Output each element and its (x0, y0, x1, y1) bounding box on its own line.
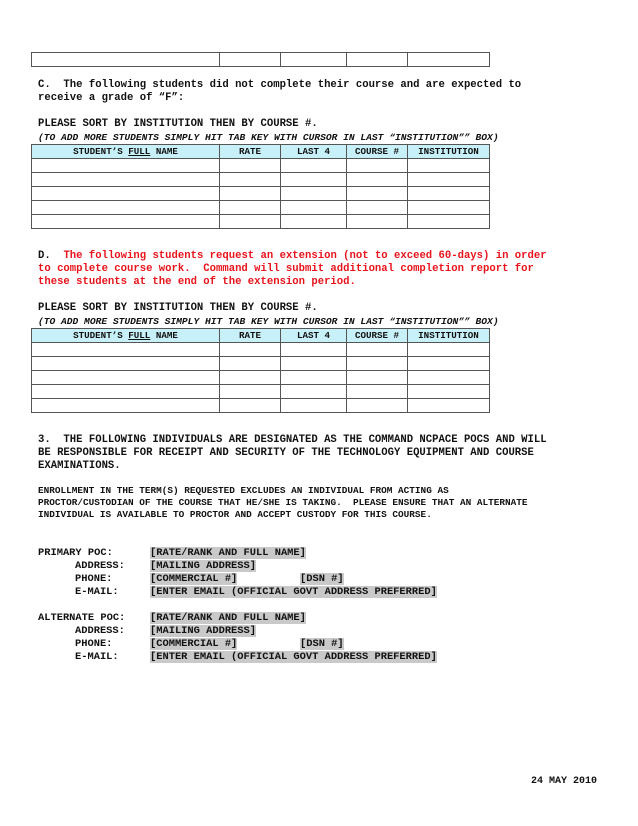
primary-email-field[interactable]: [ENTER EMAIL (OFFICIAL GOVT ADDRESS PREFERRED] (150, 586, 437, 598)
course-cell[interactable] (347, 187, 408, 201)
last4-cell[interactable] (281, 371, 347, 385)
section-c-heading-line1: C. The following students did not complete their course and are expected to (38, 79, 522, 91)
name-cell[interactable] (32, 173, 220, 187)
course-cell[interactable] (347, 201, 408, 215)
institution-cell[interactable] (408, 371, 490, 385)
name-cell[interactable] (32, 201, 220, 215)
alternate-address-field[interactable]: [MAILING ADDRESS] (150, 625, 257, 637)
last4-cell[interactable] (281, 215, 347, 229)
section-d-heading-line2: to complete course work. Command will submit additional completion report for (38, 263, 534, 275)
section-d-label: D. (38, 250, 51, 262)
section-c-sort-instruction: PLEASE SORT BY INSTITUTION THEN BY COURSE #. (38, 118, 318, 130)
course-cell[interactable] (347, 215, 408, 229)
last4-cell[interactable] (281, 357, 347, 371)
table-cell[interactable] (347, 53, 408, 67)
name-cell[interactable] (32, 399, 220, 413)
name-cell[interactable] (32, 187, 220, 201)
course-cell[interactable] (347, 399, 408, 413)
table-row (32, 187, 490, 201)
table-row (32, 385, 490, 399)
primary-address-label: ADDRESS: (75, 560, 125, 572)
section-d-tab-instruction: (TO ADD MORE STUDENTS SIMPLY HIT TAB KEY WITH CURSOR IN LAST “INSTITUTION”” BOX) (38, 316, 499, 327)
alternate-email-label: E-MAIL: (75, 651, 119, 663)
rate-cell[interactable] (220, 215, 281, 229)
table-row (32, 201, 490, 215)
table-cell[interactable] (408, 53, 490, 67)
section-c-table (31, 144, 490, 229)
alternate-poc-label: ALTERNATE POC: (38, 612, 126, 624)
section-3-line1: 3. THE FOLLOWING INDIVIDUALS ARE DESIGNATED AS THE COMMAND NCPACE POCS AND WILL (38, 434, 547, 446)
primary-phone-label: PHONE: (75, 573, 113, 585)
institution-cell[interactable] (408, 187, 490, 201)
col-header-rate: RATE (220, 145, 281, 159)
institution-cell[interactable] (408, 201, 490, 215)
course-cell[interactable] (347, 357, 408, 371)
institution-cell[interactable] (408, 215, 490, 229)
rate-cell[interactable] (220, 385, 281, 399)
footer-date: 24 MAY 2010 (531, 776, 598, 787)
institution-cell[interactable] (408, 159, 490, 173)
col-header-institution: INSTITUTION (408, 145, 490, 159)
last4-cell[interactable] (281, 201, 347, 215)
last4-cell[interactable] (281, 187, 347, 201)
col-header-rate: RATE (220, 329, 281, 343)
col-header-institution: INSTITUTION (408, 329, 490, 343)
primary-address-field[interactable]: [MAILING ADDRESS] (150, 560, 257, 572)
alternate-commercial-phone-field[interactable]: [COMMERCIAL #] (150, 638, 238, 650)
last4-cell[interactable] (281, 343, 347, 357)
name-cell[interactable] (32, 371, 220, 385)
alternate-dsn-field[interactable]: [DSN #] (300, 638, 344, 650)
section-c-tab-instruction: (TO ADD MORE STUDENTS SIMPLY HIT TAB KEY WITH CURSOR IN LAST “INSTITUTION”” BOX) (38, 132, 499, 143)
table-cell[interactable] (281, 53, 347, 67)
rate-cell[interactable] (220, 357, 281, 371)
enrollment-note-line2: PROCTOR/CUSTODIAN OF THE COURSE THAT HE/SHE IS TAKING. PLEASE ENSURE THAT AN ALTERNATE (38, 497, 528, 508)
section-3-line3: EXAMINATIONS. (38, 460, 121, 472)
last4-cell[interactable] (281, 385, 347, 399)
table-row (32, 371, 490, 385)
section-d-heading-line1 (38, 250, 547, 263)
name-cell[interactable] (32, 343, 220, 357)
institution-cell[interactable] (408, 399, 490, 413)
table-header-row (32, 329, 490, 343)
col-header-course: COURSE # (347, 329, 408, 343)
course-cell[interactable] (347, 173, 408, 187)
primary-commercial-phone-field[interactable]: [COMMERCIAL #] (150, 573, 238, 585)
rate-cell[interactable] (220, 343, 281, 357)
alternate-phone-label: PHONE: (75, 638, 113, 650)
rate-cell[interactable] (220, 187, 281, 201)
table-row (32, 357, 490, 371)
last4-cell[interactable] (281, 159, 347, 173)
section-3-line2: BE RESPONSIBLE FOR RECEIPT AND SECURITY OF THE TECHNOLOGY EQUIPMENT AND COURSE (38, 447, 534, 459)
section-c-heading-line2: receive a grade of “F”: (38, 92, 185, 104)
last4-cell[interactable] (281, 399, 347, 413)
rate-cell[interactable] (220, 159, 281, 173)
institution-cell[interactable] (408, 173, 490, 187)
rate-cell[interactable] (220, 201, 281, 215)
enrollment-note-line3: INDIVIDUAL IS AVAILABLE TO PROCTOR AND ACCEPT CUSTODY FOR THIS COURSE. (38, 509, 432, 520)
col-header-course: COURSE # (347, 145, 408, 159)
alternate-address-label: ADDRESS: (75, 625, 125, 637)
rate-cell[interactable] (220, 399, 281, 413)
enrollment-note-line1: ENROLLMENT IN THE TERM(S) REQUESTED EXCLUDES AN INDIVIDUAL FROM ACTING AS (38, 485, 449, 496)
section-d-heading-text: The following students request an extension (not to exceed 60-days) in order (63, 250, 547, 262)
rate-cell[interactable] (220, 371, 281, 385)
rate-cell[interactable] (220, 173, 281, 187)
primary-poc-label: PRIMARY POC: (38, 547, 113, 559)
table-row (32, 173, 490, 187)
name-cell[interactable] (32, 385, 220, 399)
primary-name-field[interactable]: [RATE/RANK AND FULL NAME] (150, 547, 306, 559)
course-cell[interactable] (347, 385, 408, 399)
primary-email-label: E-MAIL: (75, 586, 119, 598)
table-row (32, 215, 490, 229)
institution-cell[interactable] (408, 357, 490, 371)
col-header-last4: LAST 4 (281, 329, 347, 343)
name-cell[interactable] (32, 159, 220, 173)
section-d-heading-line3: these students at the end of the extension period. (38, 276, 356, 288)
previous-table-last-row (31, 52, 490, 67)
table-cell[interactable] (220, 53, 281, 67)
course-cell[interactable] (347, 159, 408, 173)
name-cell[interactable] (32, 215, 220, 229)
institution-cell[interactable] (408, 343, 490, 357)
section-d-table (31, 328, 490, 413)
col-header-full-name: STUDENT’S FULL NAME (32, 145, 220, 159)
table-cell[interactable] (32, 53, 220, 67)
table-header-row (32, 145, 490, 159)
table-row (32, 343, 490, 357)
course-cell[interactable] (347, 343, 408, 357)
primary-dsn-field[interactable]: [DSN #] (300, 573, 344, 585)
alternate-name-field[interactable]: [RATE/RANK AND FULL NAME] (150, 612, 306, 624)
last4-cell[interactable] (281, 173, 347, 187)
table-row (32, 159, 490, 173)
table-row (32, 399, 490, 413)
institution-cell[interactable] (408, 385, 490, 399)
name-cell[interactable] (32, 357, 220, 371)
section-d-sort-instruction: PLEASE SORT BY INSTITUTION THEN BY COURSE #. (38, 302, 318, 314)
alternate-email-field[interactable]: [ENTER EMAIL (OFFICIAL GOVT ADDRESS PREFERRED] (150, 651, 437, 663)
col-header-full-name: STUDENT’S FULL NAME (32, 329, 220, 343)
col-header-last4: LAST 4 (281, 145, 347, 159)
course-cell[interactable] (347, 371, 408, 385)
